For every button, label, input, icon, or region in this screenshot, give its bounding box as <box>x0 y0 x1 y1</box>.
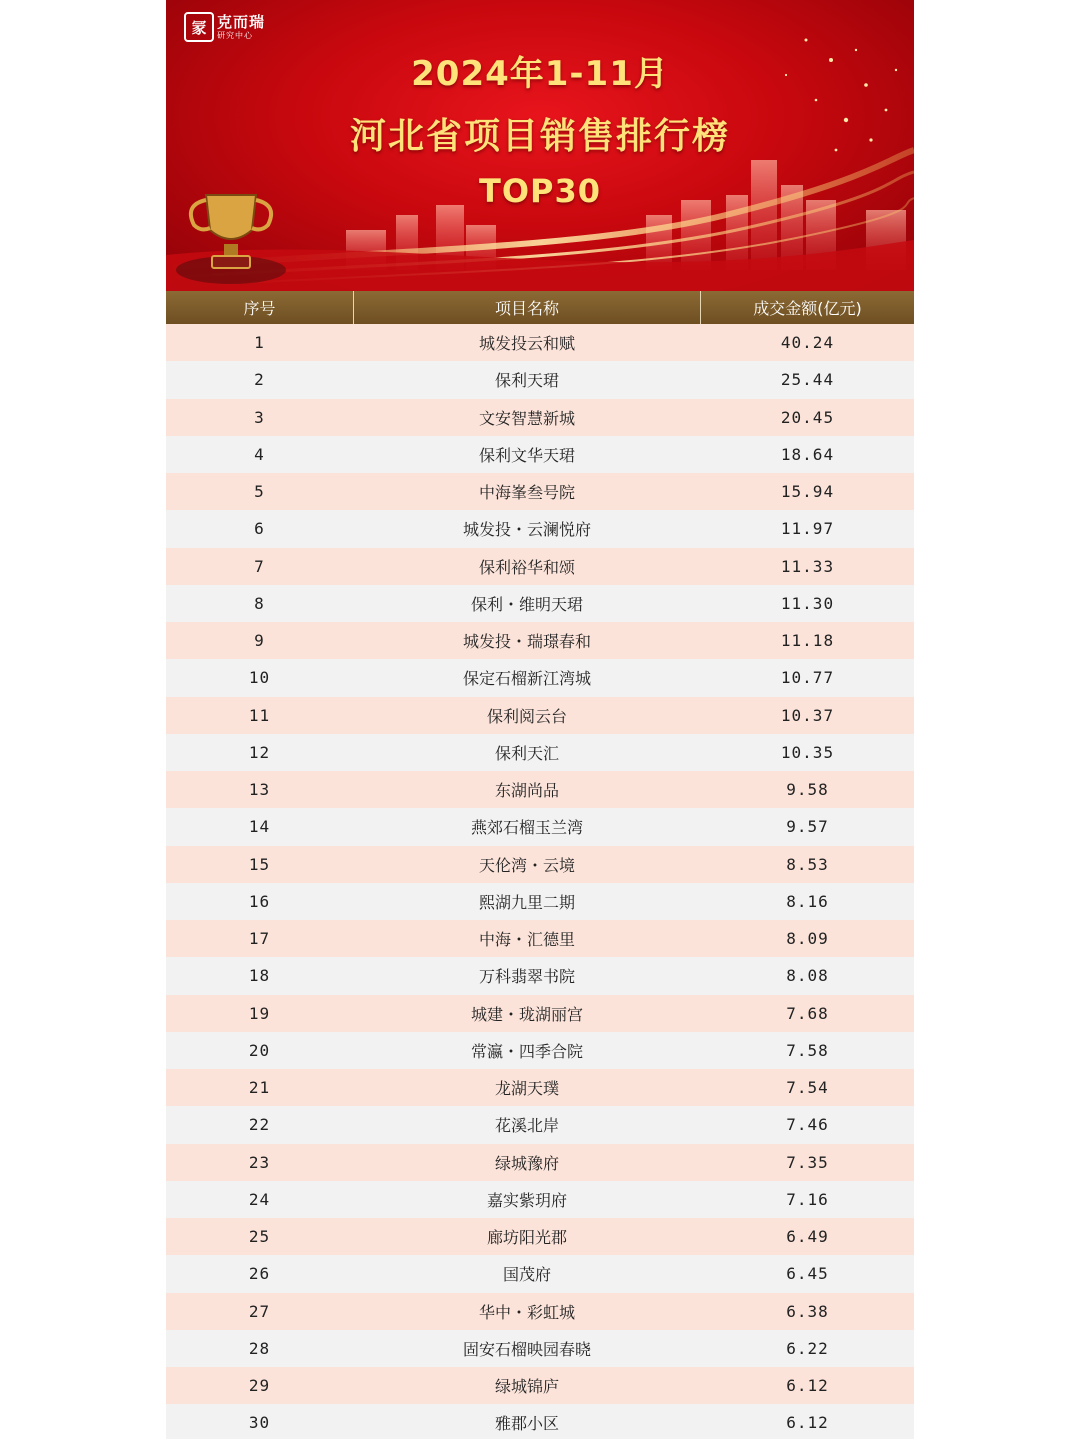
table-row <box>166 548 914 585</box>
project-name-cell: 常瀛・四季合院 <box>470 1041 583 1061</box>
column-header-rank: 序号 <box>243 299 276 318</box>
table-row <box>166 1255 914 1292</box>
table-row <box>166 846 914 883</box>
table-row <box>166 1106 914 1143</box>
rank-cell: 13 <box>248 780 271 800</box>
amount-cell: 6.45 <box>786 1264 829 1284</box>
table-row <box>166 1367 914 1404</box>
project-name-cell: 保利阅云台 <box>486 706 567 726</box>
amount-cell: 6.38 <box>786 1301 829 1321</box>
table-row <box>166 1330 914 1367</box>
project-name-cell: 城建・珑湖丽宫 <box>470 1004 583 1024</box>
amount-cell: 6.49 <box>786 1227 829 1247</box>
amount-cell: 10.77 <box>780 668 835 688</box>
project-name-cell: 国茂府 <box>502 1265 551 1285</box>
project-name-cell: 保利裕华和颂 <box>478 557 575 577</box>
amount-cell: 11.97 <box>780 519 835 539</box>
rank-cell: 28 <box>248 1338 271 1358</box>
rank-cell: 14 <box>248 817 271 837</box>
table-row <box>166 1032 914 1069</box>
rank-cell: 12 <box>248 742 271 762</box>
amount-cell: 25.44 <box>780 370 835 390</box>
amount-cell: 9.57 <box>786 817 829 837</box>
table-row <box>166 324 914 361</box>
amount-cell: 15.94 <box>780 482 835 502</box>
rank-cell: 20 <box>248 1040 271 1060</box>
amount-cell: 6.22 <box>786 1338 829 1358</box>
table-header <box>166 291 914 324</box>
rank-cell: 25 <box>248 1227 271 1247</box>
table-row <box>166 957 914 994</box>
project-name-cell: 华中・彩虹城 <box>478 1302 575 1322</box>
amount-cell: 7.58 <box>786 1040 829 1060</box>
project-name-cell: 万科翡翠书院 <box>478 967 575 987</box>
rank-cell: 6 <box>254 519 265 539</box>
table-row <box>166 361 914 398</box>
rank-cell: 2 <box>254 370 265 390</box>
table-row <box>166 1069 914 1106</box>
rank-cell: 22 <box>248 1115 271 1135</box>
rank-cell: 11 <box>248 705 271 725</box>
project-name-cell: 绿城锦庐 <box>494 1377 559 1397</box>
project-name-cell: 雅郡小区 <box>494 1414 559 1434</box>
project-name-cell: 绿城豫府 <box>494 1153 559 1173</box>
project-name-cell: 东湖尚品 <box>494 781 559 801</box>
table-row <box>166 1218 914 1255</box>
amount-cell: 10.35 <box>780 742 835 762</box>
rank-cell: 4 <box>254 444 265 464</box>
table-row <box>166 920 914 957</box>
project-name-cell: 廊坊阳光郡 <box>486 1228 567 1248</box>
project-name-cell: 保利天珺 <box>494 371 559 391</box>
table-row <box>166 1144 914 1181</box>
amount-cell: 7.46 <box>786 1115 829 1135</box>
title-period: 2024年1-11月 <box>411 54 669 94</box>
rank-cell: 24 <box>248 1189 271 1209</box>
rank-cell: 21 <box>248 1078 271 1098</box>
amount-cell: 7.54 <box>786 1078 829 1098</box>
rank-cell: 3 <box>254 407 265 427</box>
amount-cell: 6.12 <box>786 1376 829 1396</box>
table-row <box>166 510 914 547</box>
table-body <box>166 324 914 1439</box>
column-header-amount: 成交金额(亿元) <box>753 299 862 318</box>
amount-cell: 8.53 <box>786 854 829 874</box>
table-row <box>166 473 914 510</box>
amount-cell: 7.16 <box>786 1189 829 1209</box>
table-row <box>166 585 914 622</box>
amount-cell: 11.33 <box>780 556 835 576</box>
amount-cell: 7.35 <box>786 1152 829 1172</box>
project-name-cell: 嘉实紫玥府 <box>486 1190 567 1210</box>
amount-cell: 11.18 <box>780 631 835 651</box>
table-row <box>166 697 914 734</box>
rank-cell: 27 <box>248 1301 271 1321</box>
project-name-cell: 保利・维明天珺 <box>470 594 583 614</box>
rank-cell: 5 <box>254 482 265 502</box>
ranking-poster <box>166 0 914 1439</box>
amount-cell: 40.24 <box>780 333 835 353</box>
rank-cell: 10 <box>248 668 271 688</box>
rank-cell: 29 <box>248 1376 271 1396</box>
rank-cell: 26 <box>248 1264 271 1284</box>
rank-cell: 30 <box>248 1413 271 1433</box>
table-row <box>166 436 914 473</box>
logo-name: 克而瑞 <box>217 12 266 31</box>
amount-cell: 8.09 <box>786 929 829 949</box>
amount-cell: 8.08 <box>786 966 829 986</box>
brand-logo <box>184 12 265 42</box>
project-name-cell: 熙湖九里二期 <box>478 892 575 912</box>
rank-cell: 16 <box>248 891 271 911</box>
amount-cell: 18.64 <box>780 444 835 464</box>
project-name-cell: 中海・汇德里 <box>478 930 575 950</box>
project-name-cell: 保利文华天珺 <box>478 445 575 465</box>
rank-cell: 23 <box>248 1152 271 1172</box>
amount-cell: 20.45 <box>780 407 835 427</box>
table-row <box>166 399 914 436</box>
project-name-cell: 保利天汇 <box>494 743 559 763</box>
project-name-cell: 天伦湾・云境 <box>478 855 575 875</box>
amount-cell: 11.30 <box>780 593 835 613</box>
column-header-project: 项目名称 <box>353 291 701 324</box>
title-top30: TOP30 <box>478 172 601 210</box>
rank-cell: 9 <box>254 631 265 651</box>
table-row <box>166 1181 914 1218</box>
project-name-cell: 保定石榴新江湾城 <box>462 669 591 689</box>
amount-cell: 10.37 <box>780 705 835 725</box>
rank-cell: 8 <box>254 593 265 613</box>
amount-cell: 8.16 <box>786 891 829 911</box>
amount-cell: 9.58 <box>786 780 829 800</box>
table-row <box>166 1293 914 1330</box>
title-banner <box>166 0 914 291</box>
project-name-cell: 城发投・云澜悦府 <box>462 520 591 540</box>
rank-cell: 17 <box>248 929 271 949</box>
project-name-cell: 花溪北岸 <box>494 1116 559 1136</box>
table-row <box>166 659 914 696</box>
table-row <box>166 771 914 808</box>
table-row <box>166 995 914 1032</box>
rank-cell: 18 <box>248 966 271 986</box>
table-row <box>166 808 914 845</box>
table-row <box>166 734 914 771</box>
project-name-cell: 文安智慧新城 <box>478 408 575 428</box>
rank-cell: 15 <box>248 854 271 874</box>
project-name-cell: 龙湖天璞 <box>494 1079 559 1099</box>
rank-cell: 1 <box>254 333 265 353</box>
project-name-cell: 城发投・瑞璟春和 <box>462 632 591 652</box>
project-name-cell: 固安石榴映园春晓 <box>462 1339 591 1359</box>
logo-mark-icon: 冡 <box>184 12 214 42</box>
rank-cell: 19 <box>248 1003 271 1023</box>
project-name-cell: 中海峯叁号院 <box>478 483 575 503</box>
logo-subtitle: 研究中心 <box>217 30 253 40</box>
page-title: 河北省项目销售排行榜 <box>349 116 730 157</box>
table-row <box>166 622 914 659</box>
table-row <box>166 883 914 920</box>
rank-cell: 7 <box>254 556 265 576</box>
amount-cell: 6.12 <box>786 1413 829 1433</box>
project-name-cell: 城发投云和赋 <box>478 334 575 354</box>
table-row <box>166 1404 914 1439</box>
project-name-cell: 燕郊石榴玉兰湾 <box>470 818 583 838</box>
amount-cell: 7.68 <box>786 1003 829 1023</box>
